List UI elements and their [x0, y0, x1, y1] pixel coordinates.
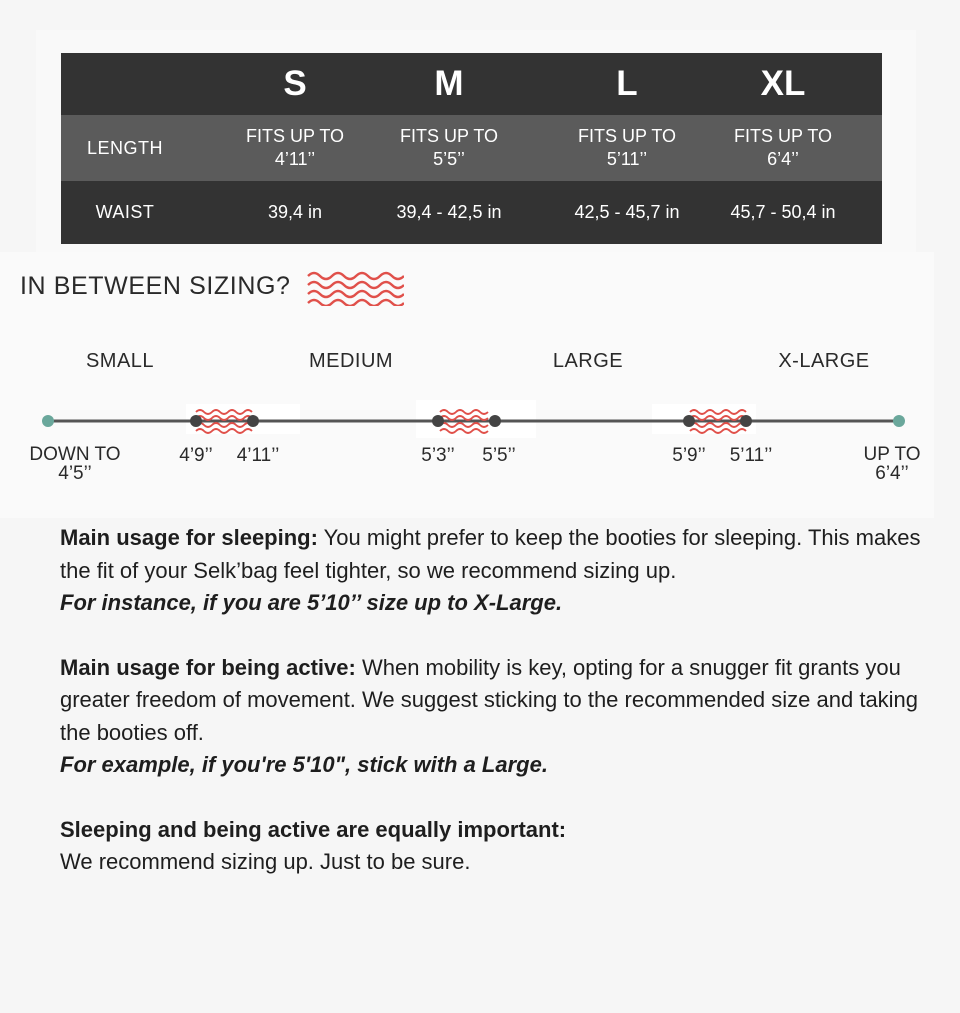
overlap-dot [683, 415, 695, 427]
overlap-dot [432, 415, 444, 427]
active-title: Main usage for being active: [60, 654, 356, 680]
tick-label: 4’11’’ [236, 445, 280, 466]
waist-cell-s: 39,4 in [267, 202, 323, 222]
both-paragraph [60, 814, 930, 879]
length-row [61, 115, 882, 181]
sleeping-text: You might prefer to keep the booties for sleeping. This makes the fit of your Selk’bag feel tighter, so we recommend sizing up. [60, 525, 921, 583]
both-text: We recommend sizing up. Just to be sure. [60, 849, 471, 874]
length-value: 5’11’’ [606, 149, 648, 169]
tick-label: 5’9’’ [672, 445, 706, 466]
overlap-dot [190, 415, 202, 427]
overlap-dot [247, 415, 259, 427]
active-paragraph [60, 652, 930, 782]
waist-row [61, 181, 882, 244]
start-label [25, 445, 125, 483]
sleeping-title: Main usage for sleeping: [60, 525, 318, 550]
length-value: 4’11’’ [274, 149, 316, 169]
overlap-dot [740, 415, 752, 427]
scale-endpoint [42, 415, 54, 427]
end-label-line1: UP TO [863, 444, 921, 465]
length-cell-s [226, 115, 364, 181]
waist-cell-l: 42,5 - 45,7 in [574, 202, 680, 222]
sleeping-paragraph [60, 522, 930, 620]
usage-guidance [60, 522, 930, 879]
end-label [842, 445, 942, 483]
sleeping-example: For instance, if you are 5’10’’ size up to X-Large. [60, 590, 563, 615]
length-value: 6’4’’ [767, 149, 799, 169]
waist-cell-m: 39,4 - 42,5 in [396, 202, 502, 222]
size-head-l: L [616, 64, 638, 103]
height-scale [0, 390, 934, 450]
tick-label: 5’3’’ [421, 445, 455, 466]
waist-label: WAIST [95, 202, 155, 222]
length-prefix: FITS UP TO [733, 126, 833, 146]
size-head-m: M [434, 64, 464, 103]
tick-label: 5’11’’ [729, 445, 773, 466]
length-cell-m [379, 115, 519, 181]
start-label-line2: 4’5’’ [58, 463, 92, 484]
length-cell-xl [713, 115, 853, 181]
overlap-dot [489, 415, 501, 427]
range-label-large: LARGE [552, 350, 624, 372]
in-between-heading: IN BETWEEN SIZING? [20, 272, 291, 300]
length-prefix: FITS UP TO [399, 126, 499, 146]
range-label-x-large: X-LARGE [778, 350, 870, 372]
end-label-line2: 6’4’’ [875, 463, 909, 484]
both-title: Sleeping and being active are equally important: [60, 816, 567, 842]
length-label: LENGTH [86, 137, 163, 158]
length-prefix: FITS UP TO [245, 126, 345, 146]
active-text: When mobility is key, opting for a snugger fit grants you greater freedom of movement. We suggest sticking to the recommended size and taking the booties off. [60, 654, 919, 745]
range-label-medium: MEDIUM [308, 350, 394, 372]
tick-label: 5’5’’ [482, 445, 516, 466]
size-header-row [61, 53, 882, 115]
scale-endpoint [893, 415, 905, 427]
waist-cell-xl: 45,7 - 50,4 in [730, 202, 836, 222]
length-cell-l [554, 115, 700, 181]
start-label-line1: DOWN TO [29, 444, 121, 465]
active-example: For example, if you're 5'10", stick with a Large. [60, 752, 548, 777]
size-head-xl: XL [760, 64, 806, 103]
size-table [61, 53, 882, 244]
tick-label: 4’9’’ [179, 445, 213, 466]
length-value: 5’5’’ [433, 149, 465, 169]
size-head-s: S [283, 64, 307, 103]
range-label-small: SMALL [85, 350, 155, 372]
length-prefix: FITS UP TO [577, 126, 677, 146]
wave-icon [306, 270, 404, 306]
